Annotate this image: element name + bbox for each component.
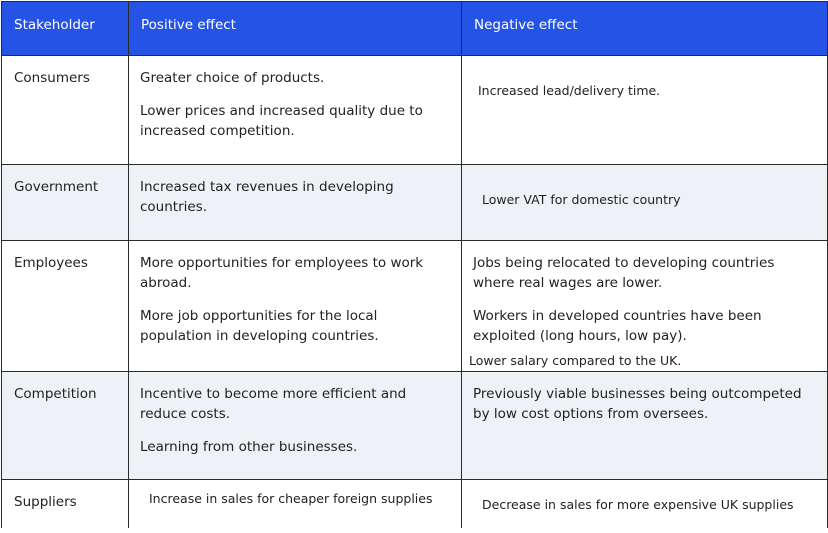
positive-effect-cell <box>129 165 462 241</box>
negative-effect-cell <box>462 372 828 480</box>
table-header-row <box>2 2 828 56</box>
stakeholder-cell: Competition <box>2 372 129 480</box>
positive-effect-cell <box>129 480 462 528</box>
effect-text: More job opportunities for the local population in developing countries. <box>140 308 379 344</box>
effect-text: Lower salary compared to the UK. <box>469 353 682 368</box>
negative-effect-cell <box>462 241 828 372</box>
effect-text: Lower VAT for domestic country <box>482 192 681 207</box>
table-row <box>2 241 828 372</box>
stakeholder-effects-table <box>1 1 828 528</box>
table-row <box>2 56 828 165</box>
effect-text: Increase in sales for cheaper foreign supplies <box>149 491 433 506</box>
header-negative-effect: Negative effect <box>462 2 828 56</box>
negative-effect-cell <box>462 165 828 241</box>
effect-text: Increased lead/delivery time. <box>478 83 661 98</box>
stakeholder-cell: Suppliers <box>2 480 129 528</box>
header-positive-effect: Positive effect <box>129 2 462 56</box>
effect-text: Workers in developed countries have been exploited (long hours, low pay). <box>473 308 762 344</box>
effect-text: Incentive to become more efficient and reduce costs. <box>140 386 407 422</box>
stakeholder-cell: Government <box>2 165 129 241</box>
stakeholder-cell: Employees <box>2 241 129 372</box>
effect-text: More opportunities for employees to work abroad. <box>140 255 424 291</box>
effect-text: Greater choice of products. <box>140 70 325 86</box>
table-row <box>2 372 828 480</box>
effect-text: Previously viable businesses being outcompeted by low cost options from oversees. <box>473 386 802 422</box>
header-stakeholder: Stakeholder <box>2 2 129 56</box>
effect-text: Decrease in sales for more expensive UK supplies <box>482 497 794 512</box>
positive-effect-cell <box>129 241 462 372</box>
effect-text: Increased tax revenues in developing countries. <box>140 179 394 215</box>
effect-text: Jobs being relocated to developing countries where real wages are lower. <box>473 255 775 291</box>
positive-effect-cell <box>129 56 462 165</box>
table-row <box>2 480 828 528</box>
negative-effect-cell <box>462 56 828 165</box>
effect-text: Learning from other businesses. <box>140 439 358 455</box>
stakeholder-cell: Consumers <box>2 56 129 165</box>
positive-effect-cell <box>129 372 462 480</box>
effect-text: Lower prices and increased quality due to increased competition. <box>140 103 423 139</box>
negative-effect-cell <box>462 480 828 528</box>
table-row <box>2 165 828 241</box>
